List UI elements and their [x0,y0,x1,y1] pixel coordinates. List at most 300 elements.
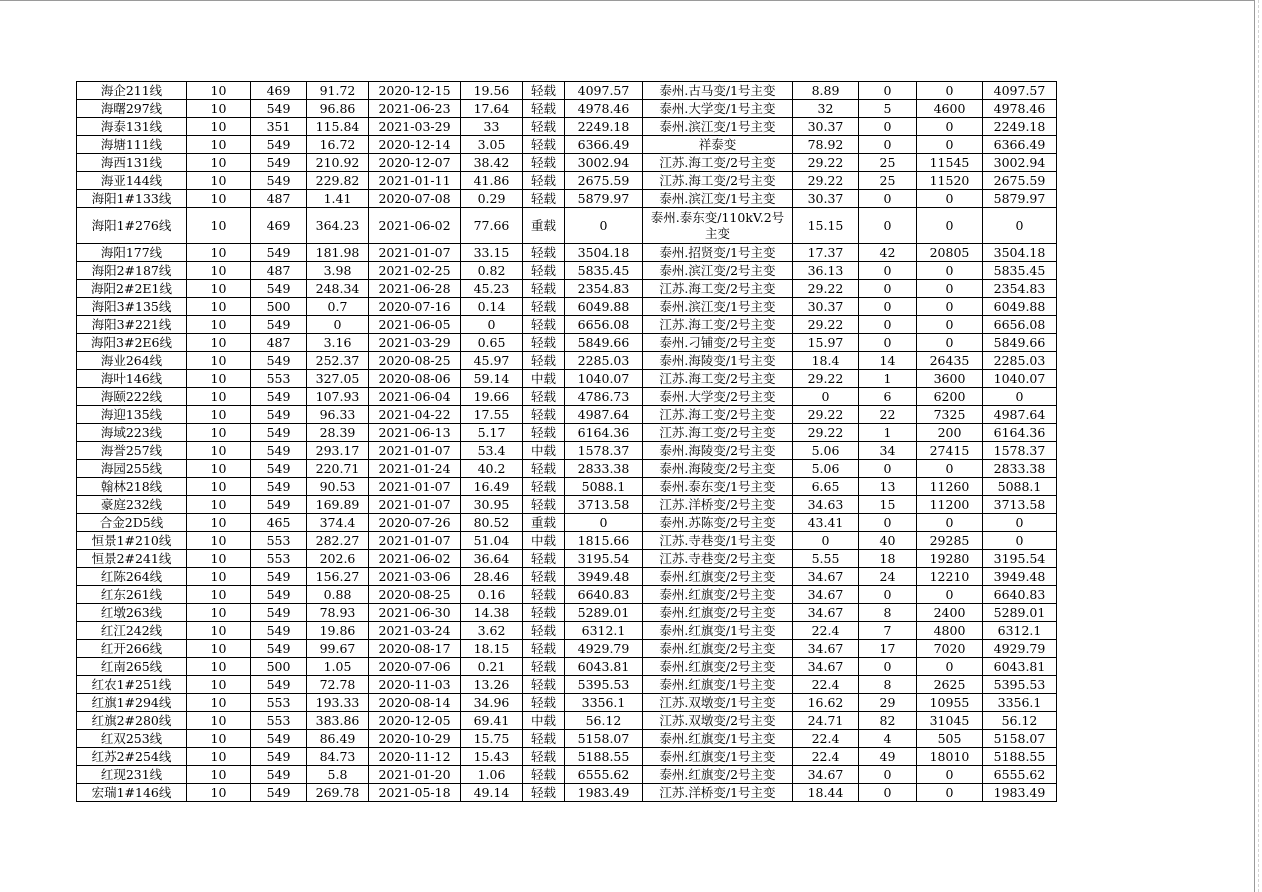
max-current-cell: 72.78 [307,676,369,694]
load-status-cell: 轻载 [523,748,565,766]
line-name-cell: 海阳3#221线 [77,316,187,334]
table-row [77,676,1057,694]
max-current-cell: 364.23 [307,208,369,244]
available-capacity-cell: 1040.07 [565,370,643,388]
count-cell: 17 [859,640,917,658]
table-row [77,658,1057,676]
remaining-capacity-cell: 3504.18 [983,244,1057,262]
count-cell: 40 [859,532,917,550]
transformer-rate-cell: 34.63 [793,496,859,514]
remaining-capacity-cell: 1040.07 [983,370,1057,388]
remaining-capacity-cell: 5879.97 [983,190,1057,208]
load-rate-cell: 15.43 [461,748,523,766]
line-name-cell: 海阳2#187线 [77,262,187,280]
load-status-cell: 中载 [523,370,565,388]
capacity-total-cell: 505 [917,730,983,748]
capacity-total-cell: 3600 [917,370,983,388]
max-current-cell: 0 [307,316,369,334]
transformer-rate-cell: 34.67 [793,586,859,604]
voltage-cell: 10 [187,730,251,748]
capacity-total-cell: 0 [917,298,983,316]
max-current-cell: 293.17 [307,442,369,460]
count-cell: 42 [859,244,917,262]
voltage-cell: 10 [187,424,251,442]
table-row [77,604,1057,622]
max-current-cell: 1.41 [307,190,369,208]
load-rate-cell: 41.86 [461,172,523,190]
rated-current-cell: 465 [251,514,307,532]
capacity-total-cell: 0 [917,280,983,298]
substation-cell: 泰州.红旗变/1号主变 [643,748,793,766]
load-status-cell: 轻载 [523,586,565,604]
remaining-capacity-cell: 0 [983,514,1057,532]
load-status-cell: 轻载 [523,478,565,496]
load-status-cell: 轻载 [523,658,565,676]
voltage-cell: 10 [187,478,251,496]
line-name-cell: 海颐222线 [77,388,187,406]
date-cell: 2020-08-25 [369,352,461,370]
line-name-cell: 海企211线 [77,82,187,100]
transformer-rate-cell: 24.71 [793,712,859,730]
table-row [77,550,1057,568]
table-row [77,208,1057,244]
voltage-cell: 10 [187,550,251,568]
substation-cell: 泰州.海陵变/2号主变 [643,460,793,478]
rated-current-cell: 553 [251,550,307,568]
voltage-cell: 10 [187,586,251,604]
line-name-cell: 海阳1#276线 [77,208,187,244]
max-current-cell: 248.34 [307,280,369,298]
remaining-capacity-cell: 5188.55 [983,748,1057,766]
max-current-cell: 210.92 [307,154,369,172]
available-capacity-cell: 4978.46 [565,100,643,118]
line-name-cell: 恒景1#210线 [77,532,187,550]
available-capacity-cell: 0 [565,208,643,244]
load-rate-cell: 38.42 [461,154,523,172]
table-row [77,352,1057,370]
voltage-cell: 10 [187,640,251,658]
available-capacity-cell: 2354.83 [565,280,643,298]
load-status-cell: 轻载 [523,100,565,118]
date-cell: 2021-01-11 [369,172,461,190]
max-current-cell: 91.72 [307,82,369,100]
date-cell: 2021-06-28 [369,280,461,298]
rated-current-cell: 549 [251,766,307,784]
max-current-cell: 282.27 [307,532,369,550]
count-cell: 49 [859,748,917,766]
rated-current-cell: 549 [251,406,307,424]
table-row [77,568,1057,586]
date-cell: 2020-11-12 [369,748,461,766]
load-status-cell: 轻载 [523,82,565,100]
remaining-capacity-cell: 4978.46 [983,100,1057,118]
available-capacity-cell: 2285.03 [565,352,643,370]
rated-current-cell: 549 [251,604,307,622]
rated-current-cell: 549 [251,622,307,640]
load-status-cell: 轻载 [523,424,565,442]
load-status-cell: 重载 [523,208,565,244]
table-row [77,316,1057,334]
line-name-cell: 海叶146线 [77,370,187,388]
line-name-cell: 红江242线 [77,622,187,640]
count-cell: 0 [859,766,917,784]
date-cell: 2020-08-14 [369,694,461,712]
substation-cell: 江苏.海工变/2号主变 [643,154,793,172]
capacity-total-cell: 0 [917,316,983,334]
voltage-cell: 10 [187,190,251,208]
available-capacity-cell: 6043.81 [565,658,643,676]
rated-current-cell: 487 [251,190,307,208]
transformer-rate-cell: 8.89 [793,82,859,100]
table-row [77,298,1057,316]
count-cell: 0 [859,262,917,280]
capacity-total-cell: 12210 [917,568,983,586]
line-name-cell: 海迎135线 [77,406,187,424]
table-row [77,370,1057,388]
available-capacity-cell: 6312.1 [565,622,643,640]
rated-current-cell: 549 [251,388,307,406]
load-rate-cell: 59.14 [461,370,523,388]
available-capacity-cell: 6049.88 [565,298,643,316]
rated-current-cell: 553 [251,370,307,388]
date-cell: 2020-08-17 [369,640,461,658]
date-cell: 2020-07-26 [369,514,461,532]
voltage-cell: 10 [187,442,251,460]
available-capacity-cell: 2833.38 [565,460,643,478]
date-cell: 2021-01-07 [369,244,461,262]
capacity-total-cell: 0 [917,784,983,802]
substation-cell: 泰州.泰东变/1号主变 [643,478,793,496]
available-capacity-cell: 4097.57 [565,82,643,100]
available-capacity-cell: 56.12 [565,712,643,730]
load-status-cell: 中载 [523,712,565,730]
date-cell: 2020-07-16 [369,298,461,316]
remaining-capacity-cell: 5289.01 [983,604,1057,622]
date-cell: 2021-06-13 [369,424,461,442]
max-current-cell: 16.72 [307,136,369,154]
remaining-capacity-cell: 1983.49 [983,784,1057,802]
remaining-capacity-cell: 5088.1 [983,478,1057,496]
line-name-cell: 海业264线 [77,352,187,370]
voltage-cell: 10 [187,280,251,298]
line-name-cell: 海誉257线 [77,442,187,460]
available-capacity-cell: 5395.53 [565,676,643,694]
load-rate-cell: 18.15 [461,640,523,658]
substation-cell: 泰州.红旗变/2号主变 [643,586,793,604]
table-row [77,172,1057,190]
transformer-rate-cell: 29.22 [793,172,859,190]
substation-cell: 泰州.红旗变/2号主变 [643,568,793,586]
count-cell: 0 [859,658,917,676]
date-cell: 2021-06-23 [369,100,461,118]
substation-cell: 江苏.洋桥变/2号主变 [643,496,793,514]
date-cell: 2020-07-08 [369,190,461,208]
max-current-cell: 84.73 [307,748,369,766]
voltage-cell: 10 [187,334,251,352]
table-row [77,496,1057,514]
max-current-cell: 383.86 [307,712,369,730]
substation-cell: 泰州.红旗变/1号主变 [643,676,793,694]
rated-current-cell: 549 [251,316,307,334]
remaining-capacity-cell: 4097.57 [983,82,1057,100]
voltage-cell: 10 [187,622,251,640]
table-row [77,586,1057,604]
load-status-cell: 轻载 [523,766,565,784]
remaining-capacity-cell: 0 [983,532,1057,550]
transformer-rate-cell: 34.67 [793,568,859,586]
date-cell: 2021-03-29 [369,334,461,352]
load-rate-cell: 0.29 [461,190,523,208]
load-rate-cell: 36.64 [461,550,523,568]
rated-current-cell: 469 [251,208,307,244]
remaining-capacity-cell: 2675.59 [983,172,1057,190]
line-name-cell: 红现231线 [77,766,187,784]
available-capacity-cell: 6366.49 [565,136,643,154]
line-name-cell: 海园255线 [77,460,187,478]
max-current-cell: 86.49 [307,730,369,748]
substation-cell: 江苏.双墩变/1号主变 [643,694,793,712]
date-cell: 2021-03-24 [369,622,461,640]
available-capacity-cell: 5289.01 [565,604,643,622]
load-status-cell: 轻载 [523,298,565,316]
max-current-cell: 3.16 [307,334,369,352]
count-cell: 0 [859,118,917,136]
table-row [77,730,1057,748]
transformer-rate-cell: 29.22 [793,370,859,388]
max-current-cell: 156.27 [307,568,369,586]
date-cell: 2021-01-07 [369,442,461,460]
remaining-capacity-cell: 6164.36 [983,424,1057,442]
transformer-rate-cell: 30.37 [793,118,859,136]
load-status-cell: 轻载 [523,406,565,424]
table-row [77,784,1057,802]
date-cell: 2021-01-07 [369,532,461,550]
date-cell: 2020-12-14 [369,136,461,154]
transformer-rate-cell: 6.65 [793,478,859,496]
substation-cell: 祥泰变 [643,136,793,154]
substation-cell: 江苏.洋桥变/1号主变 [643,784,793,802]
remaining-capacity-cell: 0 [983,208,1057,244]
transformer-rate-cell: 22.4 [793,676,859,694]
capacity-total-cell: 0 [917,208,983,244]
transformer-rate-cell: 34.67 [793,766,859,784]
available-capacity-cell: 3002.94 [565,154,643,172]
voltage-cell: 10 [187,496,251,514]
capacity-total-cell: 2400 [917,604,983,622]
load-status-cell: 轻载 [523,460,565,478]
capacity-total-cell: 20805 [917,244,983,262]
load-rate-cell: 17.64 [461,100,523,118]
table-row [77,532,1057,550]
capacity-total-cell: 18010 [917,748,983,766]
line-name-cell: 海阳3#135线 [77,298,187,316]
voltage-cell: 10 [187,100,251,118]
line-name-cell: 海域223线 [77,424,187,442]
remaining-capacity-cell: 6555.62 [983,766,1057,784]
voltage-cell: 10 [187,712,251,730]
date-cell: 2021-06-04 [369,388,461,406]
remaining-capacity-cell: 5835.45 [983,262,1057,280]
available-capacity-cell: 3949.48 [565,568,643,586]
transformer-rate-cell: 29.22 [793,406,859,424]
rated-current-cell: 549 [251,460,307,478]
load-status-cell: 轻载 [523,136,565,154]
load-rate-cell: 19.56 [461,82,523,100]
load-status-cell: 轻载 [523,154,565,172]
voltage-cell: 10 [187,748,251,766]
available-capacity-cell: 5849.66 [565,334,643,352]
rated-current-cell: 549 [251,244,307,262]
rated-current-cell: 549 [251,676,307,694]
voltage-cell: 10 [187,676,251,694]
table-row [77,262,1057,280]
remaining-capacity-cell: 2833.38 [983,460,1057,478]
capacity-total-cell: 0 [917,82,983,100]
max-current-cell: 90.53 [307,478,369,496]
available-capacity-cell: 4786.73 [565,388,643,406]
date-cell: 2021-06-30 [369,604,461,622]
load-status-cell: 轻载 [523,676,565,694]
rated-current-cell: 553 [251,712,307,730]
transformer-rate-cell: 32 [793,100,859,118]
date-cell: 2020-08-25 [369,586,461,604]
max-current-cell: 220.71 [307,460,369,478]
rated-current-cell: 553 [251,532,307,550]
date-cell: 2020-12-07 [369,154,461,172]
load-rate-cell: 5.17 [461,424,523,442]
load-rate-cell: 53.4 [461,442,523,460]
substation-cell: 泰州.大学变/2号主变 [643,388,793,406]
rated-current-cell: 549 [251,640,307,658]
rated-current-cell: 469 [251,82,307,100]
rated-current-cell: 549 [251,442,307,460]
substation-cell: 泰州.红旗变/2号主变 [643,604,793,622]
max-current-cell: 327.05 [307,370,369,388]
load-rate-cell: 1.06 [461,766,523,784]
voltage-cell: 10 [187,118,251,136]
line-name-cell: 红陈264线 [77,568,187,586]
available-capacity-cell: 3195.54 [565,550,643,568]
load-rate-cell: 0 [461,316,523,334]
substation-cell: 泰州.滨江变/1号主变 [643,190,793,208]
line-name-cell: 海阳177线 [77,244,187,262]
voltage-cell: 10 [187,316,251,334]
line-name-cell: 红双253线 [77,730,187,748]
count-cell: 0 [859,586,917,604]
load-status-cell: 轻载 [523,244,565,262]
substation-cell: 泰州.红旗变/2号主变 [643,640,793,658]
load-status-cell: 轻载 [523,568,565,586]
date-cell: 2020-07-06 [369,658,461,676]
remaining-capacity-cell: 2249.18 [983,118,1057,136]
table-row [77,748,1057,766]
transformer-rate-cell: 29.22 [793,280,859,298]
line-name-cell: 翰林218线 [77,478,187,496]
rated-current-cell: 549 [251,730,307,748]
rated-current-cell: 351 [251,118,307,136]
count-cell: 6 [859,388,917,406]
load-rate-cell: 34.96 [461,694,523,712]
count-cell: 14 [859,352,917,370]
rated-current-cell: 500 [251,658,307,676]
load-rate-cell: 13.26 [461,676,523,694]
remaining-capacity-cell: 4929.79 [983,640,1057,658]
count-cell: 0 [859,280,917,298]
max-current-cell: 202.6 [307,550,369,568]
remaining-capacity-cell: 6656.08 [983,316,1057,334]
remaining-capacity-cell: 1578.37 [983,442,1057,460]
max-current-cell: 229.82 [307,172,369,190]
count-cell: 29 [859,694,917,712]
load-rate-cell: 45.23 [461,280,523,298]
voltage-cell: 10 [187,568,251,586]
rated-current-cell: 500 [251,298,307,316]
capacity-total-cell: 4600 [917,100,983,118]
available-capacity-cell: 5835.45 [565,262,643,280]
substation-cell: 江苏.海工变/2号主变 [643,424,793,442]
voltage-cell: 10 [187,136,251,154]
max-current-cell: 115.84 [307,118,369,136]
substation-cell: 江苏.海工变/2号主变 [643,370,793,388]
remaining-capacity-cell: 6043.81 [983,658,1057,676]
load-status-cell: 轻载 [523,694,565,712]
load-status-cell: 轻载 [523,172,565,190]
substation-cell: 泰州.红旗变/2号主变 [643,766,793,784]
line-name-cell: 红东261线 [77,586,187,604]
load-rate-cell: 80.52 [461,514,523,532]
rated-current-cell: 549 [251,172,307,190]
rated-current-cell: 549 [251,748,307,766]
count-cell: 0 [859,514,917,532]
date-cell: 2021-01-20 [369,766,461,784]
rated-current-cell: 549 [251,352,307,370]
line-name-cell: 红旗2#280线 [77,712,187,730]
table-row [77,640,1057,658]
table-row [77,118,1057,136]
capacity-total-cell: 4800 [917,622,983,640]
table-row [77,622,1057,640]
capacity-total-cell: 11520 [917,172,983,190]
load-rate-cell: 45.97 [461,352,523,370]
substation-cell: 江苏.双墩变/2号主变 [643,712,793,730]
remaining-capacity-cell: 3002.94 [983,154,1057,172]
transformer-rate-cell: 0 [793,532,859,550]
substation-cell: 泰州.海陵变/1号主变 [643,352,793,370]
date-cell: 2020-10-29 [369,730,461,748]
load-rate-cell: 0.21 [461,658,523,676]
date-cell: 2020-08-06 [369,370,461,388]
count-cell: 25 [859,172,917,190]
load-rate-cell: 0.16 [461,586,523,604]
transformer-rate-cell: 5.06 [793,442,859,460]
remaining-capacity-cell: 6640.83 [983,586,1057,604]
available-capacity-cell: 1578.37 [565,442,643,460]
remaining-capacity-cell: 6366.49 [983,136,1057,154]
voltage-cell: 10 [187,352,251,370]
capacity-total-cell: 0 [917,334,983,352]
table-row [77,478,1057,496]
capacity-total-cell: 0 [917,190,983,208]
load-rate-cell: 16.49 [461,478,523,496]
load-status-cell: 轻载 [523,622,565,640]
date-cell: 2021-01-24 [369,460,461,478]
max-current-cell: 193.33 [307,694,369,712]
max-current-cell: 5.8 [307,766,369,784]
capacity-total-cell: 0 [917,460,983,478]
load-rate-cell: 0.65 [461,334,523,352]
date-cell: 2021-05-18 [369,784,461,802]
transformer-rate-cell: 0 [793,388,859,406]
